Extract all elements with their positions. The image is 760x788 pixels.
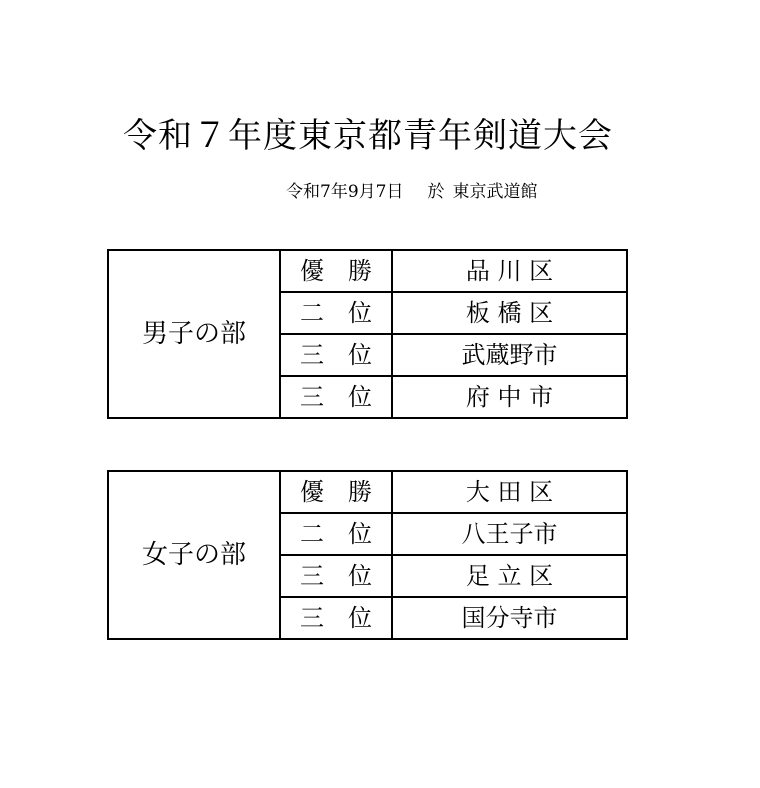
division-label: 男子の部 bbox=[108, 250, 280, 418]
team-cell: 武蔵野市 bbox=[392, 334, 627, 376]
team-cell: 足 立 区 bbox=[392, 555, 627, 597]
event-info bbox=[286, 178, 537, 206]
team-cell: 国分寺市 bbox=[392, 597, 627, 639]
team-cell: 府 中 市 bbox=[392, 376, 627, 418]
table-row bbox=[108, 471, 627, 513]
rank-cell: 優 勝 bbox=[280, 471, 392, 513]
men-results-table bbox=[107, 249, 628, 419]
team-cell: 大 田 区 bbox=[392, 471, 627, 513]
event-date: 令和7年9月7日 bbox=[286, 182, 404, 202]
event-venue: 東京武道館 bbox=[452, 182, 538, 202]
division-label: 女子の部 bbox=[108, 471, 280, 639]
rank-cell: 三 位 bbox=[280, 555, 392, 597]
table-row bbox=[108, 250, 627, 292]
rank-cell: 三 位 bbox=[280, 376, 392, 418]
venue-prefix: 於 bbox=[427, 182, 445, 202]
team-cell: 品 川 区 bbox=[392, 250, 627, 292]
rank-cell: 三 位 bbox=[280, 597, 392, 639]
team-cell: 八王子市 bbox=[392, 513, 627, 555]
rank-cell: 三 位 bbox=[280, 334, 392, 376]
women-results-table bbox=[107, 470, 628, 640]
rank-cell: 二 位 bbox=[280, 292, 392, 334]
rank-cell: 二 位 bbox=[280, 513, 392, 555]
team-cell: 板 橋 区 bbox=[392, 292, 627, 334]
rank-cell: 優 勝 bbox=[280, 250, 392, 292]
page-title: 令和７年度東京都青年剣道大会 bbox=[123, 116, 613, 156]
